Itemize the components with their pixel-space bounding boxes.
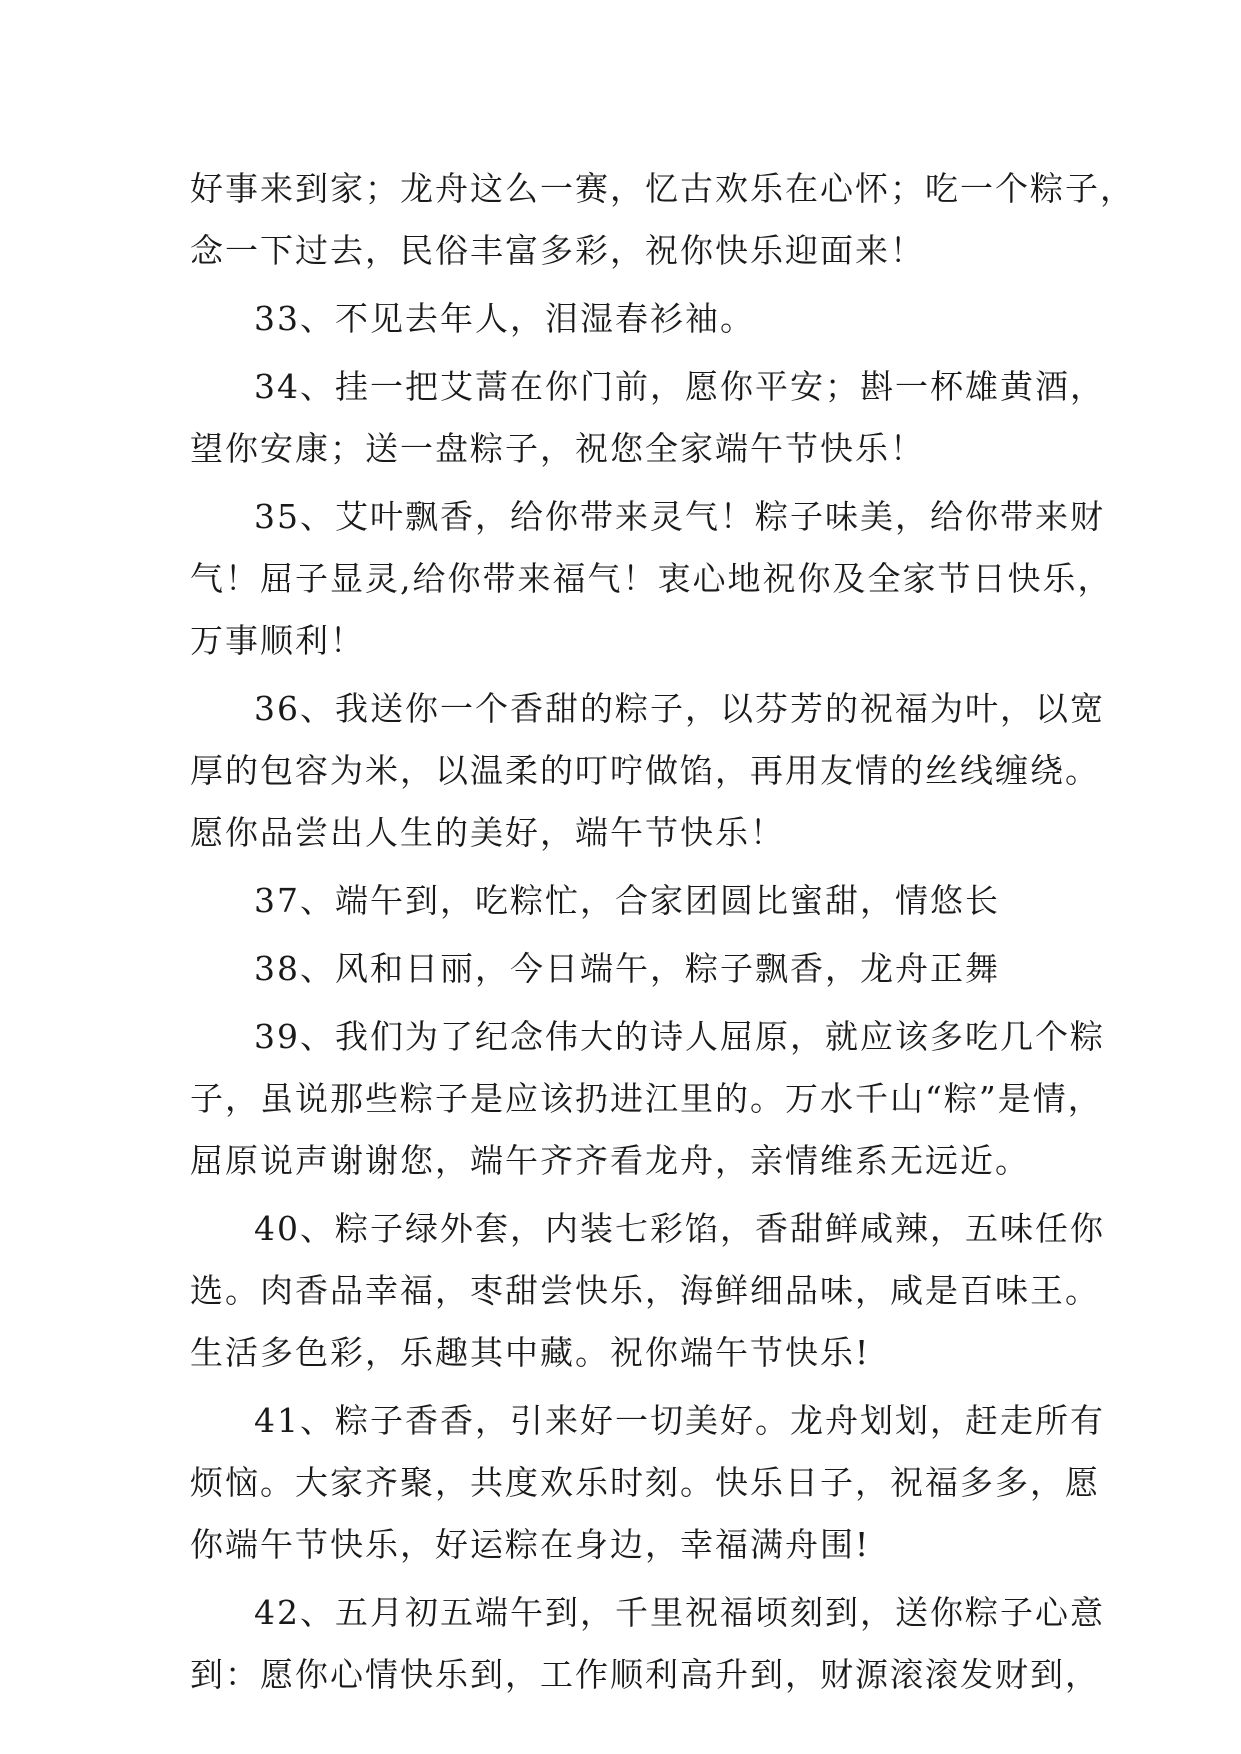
text-line: 选。肉香品幸福，枣甜尝快乐，海鲜细品味，咸是百味王。: [190, 1271, 1100, 1310]
text-line: 厚的包容为米，以温柔的叮咛做馅，再用友情的丝线缠绕。: [190, 751, 1100, 790]
text-line: 42、五月初五端午到，千里祝福顷刻到，送你粽子心意: [254, 1593, 1105, 1632]
text-line: 到：愿你心情快乐到，工作顺利高升到，财源滚滚发财到，: [190, 1655, 1100, 1694]
text-line: 41、粽子香香，引来好一切美好。龙舟划划，赶走所有: [254, 1401, 1105, 1440]
text-line: 33、不见去年人，泪湿春衫袖。: [254, 299, 755, 338]
text-line: 烦恼。大家齐聚，共度欢乐时刻。快乐日子，祝福多多，愿: [190, 1463, 1100, 1502]
text-line: 38、风和日丽，今日端午，粽子飘香，龙舟正舞: [254, 949, 1000, 988]
text-line: 35、艾叶飘香，给你带来灵气！粽子味美，给你带来财: [254, 497, 1105, 536]
text-line: 好事来到家；龙舟这么一赛，忆古欢乐在心怀；吃一个粽子，: [190, 169, 1135, 208]
text-line: 37、端午到，吃粽忙，合家团圆比蜜甜，情悠长: [254, 881, 1000, 920]
text-line: 39、我们为了纪念伟大的诗人屈原，就应该多吃几个粽: [254, 1017, 1105, 1056]
text-line: 愿你品尝出人生的美好，端午节快乐！: [190, 813, 785, 852]
text-line: 34、挂一把艾蒿在你门前，愿你平安；斟一杯雄黄酒，: [254, 367, 1105, 406]
text-line: 念一下过去，民俗丰富多彩，祝你快乐迎面来！: [190, 231, 925, 270]
text-line: 屈原说声谢谢您，端午齐齐看龙舟，亲情维系无远近。: [190, 1141, 1030, 1180]
text-line: 生活多色彩，乐趣其中藏。祝你端午节快乐!: [190, 1333, 871, 1372]
text-line: 气！屈子显灵,给你带来福气！衷心地祝你及全家节日快乐，: [190, 559, 1113, 598]
text-line: 子，虽说那些粽子是应该扔进江里的。万水千山“粽”是情，: [190, 1079, 1103, 1118]
text-line: 40、粽子绿外套，内装七彩馅，香甜鲜咸辣，五味任你: [254, 1209, 1105, 1248]
text-line: 望你安康；送一盘粽子，祝您全家端午节快乐！: [190, 429, 925, 468]
document-body: [190, 158, 1135, 1706]
text-line: 你端午节快乐，好运粽在身边，幸福满舟围!: [190, 1525, 871, 1564]
text-line: 万事顺利！: [190, 621, 365, 660]
text-line: 36、我送你一个香甜的粽子，以芬芳的祝福为叶，以宽: [254, 689, 1105, 728]
